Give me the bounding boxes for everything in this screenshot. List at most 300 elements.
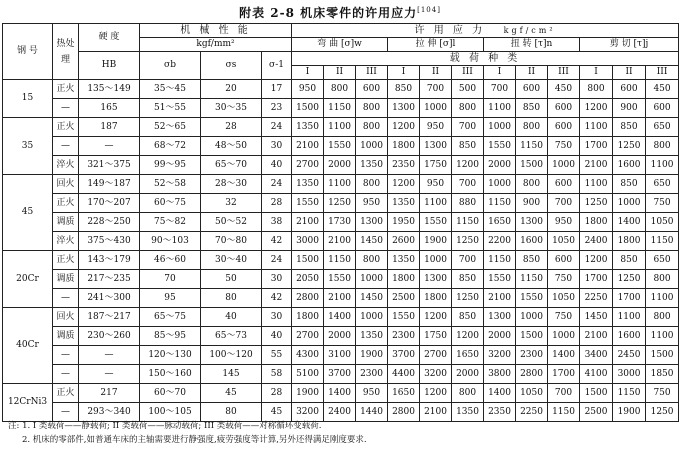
- stress-value-cell: 700: [484, 80, 516, 99]
- stress-value-cell: 850: [388, 80, 420, 99]
- stress-value-cell: 950: [548, 213, 580, 232]
- hardness-cell: 170～207: [79, 194, 140, 213]
- sigma-neg1-cell: 28: [262, 194, 292, 213]
- sigma-s-cell: 80: [201, 403, 262, 422]
- stress-value-cell: 2350: [388, 156, 420, 175]
- steel-grade-cell: 35: [3, 118, 53, 175]
- stress-value-cell: 1800: [388, 137, 420, 156]
- stress-value-cell: 2800: [388, 403, 420, 422]
- stress-value-cell: 1200: [420, 308, 452, 327]
- sigma-b-cell: 150～160: [140, 365, 201, 384]
- stress-value-cell: 1550: [516, 289, 548, 308]
- stress-value-cell: 1150: [516, 270, 548, 289]
- stress-value-cell: 600: [548, 99, 580, 118]
- header-load-class: II: [420, 66, 452, 80]
- stress-value-cell: 1950: [388, 213, 420, 232]
- stress-value-cell: 1100: [613, 308, 646, 327]
- stress-value-cell: 1350: [388, 251, 420, 270]
- table-row: [3, 289, 679, 308]
- stress-value-cell: 900: [613, 99, 646, 118]
- stress-value-cell: 4300: [292, 346, 324, 365]
- stress-value-cell: 800: [452, 384, 484, 403]
- stress-value-cell: 1500: [516, 156, 548, 175]
- header-shear: 剪 切 [τ]j: [580, 38, 679, 52]
- sigma-s-cell: 65～70: [201, 156, 262, 175]
- stress-value-cell: 1150: [484, 194, 516, 213]
- stress-value-cell: 2000: [324, 156, 356, 175]
- header-tension: 拉 伸 [σ]l: [388, 38, 484, 52]
- header-load-class: III: [548, 66, 580, 80]
- stress-value-cell: 3200: [420, 365, 452, 384]
- stress-value-cell: 1250: [580, 194, 613, 213]
- stress-value-cell: 2700: [292, 156, 324, 175]
- hardness-cell: 228～250: [79, 213, 140, 232]
- stress-value-cell: 1300: [420, 270, 452, 289]
- stress-value-cell: 2400: [324, 403, 356, 422]
- stress-value-cell: 1350: [292, 118, 324, 137]
- stress-value-cell: 1550: [324, 137, 356, 156]
- hardness-cell: 321～375: [79, 156, 140, 175]
- sigma-b-cell: 51～55: [140, 99, 201, 118]
- heat-treatment-cell: 回火: [53, 308, 79, 327]
- stress-value-cell: 2250: [580, 289, 613, 308]
- stress-value-cell: 880: [452, 194, 484, 213]
- header-load-class: III: [452, 66, 484, 80]
- stress-value-cell: 3000: [292, 232, 324, 251]
- stress-value-cell: 800: [516, 175, 548, 194]
- stress-value-cell: 1350: [388, 194, 420, 213]
- stress-value-cell: 3800: [484, 365, 516, 384]
- stress-value-cell: 1100: [324, 175, 356, 194]
- stress-value-cell: 950: [292, 80, 324, 99]
- header-hardness: 硬 度: [79, 24, 140, 52]
- stress-value-cell: 2700: [420, 346, 452, 365]
- stress-value-cell: 1800: [580, 213, 613, 232]
- hardness-cell: 143～179: [79, 251, 140, 270]
- hardness-cell: 241～300: [79, 289, 140, 308]
- stress-value-cell: 2250: [516, 403, 548, 422]
- stress-value-cell: 1700: [548, 365, 580, 384]
- stress-value-cell: 1250: [646, 403, 679, 422]
- sigma-s-cell: 40: [201, 308, 262, 327]
- sigma-b-cell: 60～70: [140, 384, 201, 403]
- sigma-s-cell: 50: [201, 270, 262, 289]
- stress-value-cell: 1550: [484, 270, 516, 289]
- heat-treatment-cell: 淬火: [53, 232, 79, 251]
- stress-value-cell: 600: [356, 80, 388, 99]
- stress-value-cell: 2300: [388, 327, 420, 346]
- stress-value-cell: 700: [548, 384, 580, 403]
- stress-value-cell: 1550: [484, 137, 516, 156]
- stress-value-cell: 850: [613, 251, 646, 270]
- sigma-neg1-cell: 58: [262, 365, 292, 384]
- stress-value-cell: 1400: [613, 213, 646, 232]
- stress-value-cell: 1600: [516, 232, 548, 251]
- stress-value-cell: 700: [452, 251, 484, 270]
- stress-value-cell: 1000: [484, 175, 516, 194]
- sigma-s-cell: 45: [201, 384, 262, 403]
- heat-treatment-cell: 淬火: [53, 156, 79, 175]
- stress-value-cell: 1050: [548, 232, 580, 251]
- sigma-s-cell: 30～35: [201, 99, 262, 118]
- heat-treatment-cell: —: [53, 137, 79, 156]
- header-load-class: III: [356, 66, 388, 80]
- stress-value-cell: 5100: [292, 365, 324, 384]
- stress-value-cell: 1450: [356, 232, 388, 251]
- header-mech-props: 机 械 性 能: [140, 24, 292, 38]
- sigma-neg1-cell: 24: [262, 251, 292, 270]
- stress-value-cell: 850: [516, 251, 548, 270]
- stress-value-cell: 1300: [516, 213, 548, 232]
- stress-value-cell: 1400: [324, 384, 356, 403]
- sigma-s-cell: 80: [201, 289, 262, 308]
- stress-value-cell: 2800: [516, 365, 548, 384]
- stress-value-cell: 1350: [356, 156, 388, 175]
- stress-value-cell: 1700: [580, 270, 613, 289]
- sigma-b-cell: 95: [140, 289, 201, 308]
- stress-value-cell: 2100: [292, 137, 324, 156]
- sigma-b-cell: 35～45: [140, 80, 201, 99]
- stress-value-cell: 1900: [292, 384, 324, 403]
- steel-grade-cell: 40Cr: [3, 308, 53, 384]
- sigma-b-cell: 65～75: [140, 308, 201, 327]
- stress-value-cell: 1650: [452, 346, 484, 365]
- stress-value-cell: 1550: [420, 213, 452, 232]
- heat-treatment-cell: —: [53, 289, 79, 308]
- hardness-cell: 375～430: [79, 232, 140, 251]
- header-load-class: I: [484, 66, 516, 80]
- heat-treatment-cell: 正火: [53, 251, 79, 270]
- sigma-b-cell: 90～103: [140, 232, 201, 251]
- stress-value-cell: 450: [646, 80, 679, 99]
- table-row: [3, 213, 679, 232]
- stress-value-cell: 2100: [484, 289, 516, 308]
- stress-value-cell: 1100: [646, 289, 679, 308]
- stress-value-cell: 1150: [613, 384, 646, 403]
- stress-value-cell: 1000: [356, 270, 388, 289]
- sigma-neg1-cell: 42: [262, 289, 292, 308]
- stress-value-cell: 1550: [292, 194, 324, 213]
- stress-value-cell: 1250: [452, 289, 484, 308]
- stress-value-cell: 700: [452, 175, 484, 194]
- stress-value-cell: 2500: [580, 403, 613, 422]
- stress-value-cell: 650: [646, 175, 679, 194]
- stress-value-cell: 1900: [356, 346, 388, 365]
- stress-value-cell: 800: [356, 99, 388, 118]
- stress-value-cell: 1100: [324, 118, 356, 137]
- sigma-b-cell: 70: [140, 270, 201, 289]
- stress-value-cell: 1100: [420, 194, 452, 213]
- sigma-neg1-cell: 23: [262, 99, 292, 118]
- stress-value-cell: 1900: [613, 403, 646, 422]
- hardness-cell: —: [79, 137, 140, 156]
- header-hardness-unit: HB: [79, 52, 140, 80]
- stress-value-cell: 1150: [548, 403, 580, 422]
- stress-value-cell: 1800: [292, 308, 324, 327]
- heat-treatment-cell: 调质: [53, 327, 79, 346]
- stress-value-cell: 700: [420, 80, 452, 99]
- heat-treatment-cell: —: [53, 403, 79, 422]
- hardness-cell: 217: [79, 384, 140, 403]
- stress-value-cell: 1400: [324, 308, 356, 327]
- stress-value-cell: 2100: [292, 213, 324, 232]
- stress-value-cell: 850: [516, 99, 548, 118]
- hardness-cell: 293～340: [79, 403, 140, 422]
- table-row: [3, 384, 679, 403]
- stress-value-cell: 750: [548, 270, 580, 289]
- sigma-s-cell: 65～73: [201, 327, 262, 346]
- stress-value-cell: 1500: [292, 99, 324, 118]
- stress-value-cell: 3000: [613, 365, 646, 384]
- stress-value-cell: 800: [516, 118, 548, 137]
- sigma-neg1-cell: 28: [262, 384, 292, 403]
- stress-value-cell: 800: [646, 308, 679, 327]
- header-bending: 弯 曲 [σ]w: [292, 38, 388, 52]
- header-load-class: I: [580, 66, 613, 80]
- sigma-neg1-cell: 30: [262, 137, 292, 156]
- stress-value-cell: 1000: [548, 156, 580, 175]
- hardness-cell: —: [79, 365, 140, 384]
- heat-treatment-cell: 调质: [53, 213, 79, 232]
- sigma-neg1-cell: 38: [262, 213, 292, 232]
- stress-value-cell: 1000: [356, 308, 388, 327]
- sigma-neg1-cell: 45: [262, 403, 292, 422]
- stress-value-cell: 1000: [548, 327, 580, 346]
- stress-value-cell: 2100: [324, 232, 356, 251]
- stress-value-cell: 1850: [646, 365, 679, 384]
- stress-value-cell: 1100: [484, 99, 516, 118]
- stress-value-cell: 1150: [452, 213, 484, 232]
- stress-value-cell: 1000: [484, 118, 516, 137]
- stress-value-cell: 1100: [580, 118, 613, 137]
- hardness-cell: 187: [79, 118, 140, 137]
- stress-value-cell: 2400: [580, 232, 613, 251]
- header-load-class: II: [324, 66, 356, 80]
- header-mech-unit: kgf/mm²: [140, 38, 292, 52]
- stress-value-cell: 1050: [646, 213, 679, 232]
- sigma-s-cell: 20: [201, 80, 262, 99]
- header-load-type: 载 荷 种 类: [292, 52, 679, 66]
- stress-value-cell: 2300: [516, 346, 548, 365]
- table-row: [3, 346, 679, 365]
- stress-value-cell: 2100: [580, 327, 613, 346]
- stress-value-cell: 650: [646, 118, 679, 137]
- header-load-class: I: [388, 66, 420, 80]
- stress-value-cell: 1440: [356, 403, 388, 422]
- stress-value-cell: 1200: [388, 175, 420, 194]
- stress-value-cell: 1800: [420, 289, 452, 308]
- stress-value-cell: 1500: [516, 327, 548, 346]
- stress-value-cell: 2100: [324, 289, 356, 308]
- title-reference: [104]: [417, 6, 441, 14]
- stress-value-cell: 500: [452, 80, 484, 99]
- stress-value-cell: 1250: [452, 232, 484, 251]
- sigma-b-cell: 60～75: [140, 194, 201, 213]
- allowable-stress-table: [2, 23, 679, 422]
- heat-treatment-cell: 回火: [53, 175, 79, 194]
- stress-value-cell: 1150: [484, 251, 516, 270]
- stress-value-cell: 1150: [516, 137, 548, 156]
- table-title: 附表 2-8 机床零件的许用应力[104]: [239, 6, 441, 20]
- stress-value-cell: 800: [452, 99, 484, 118]
- stress-value-cell: 600: [548, 175, 580, 194]
- sigma-s-cell: 30～40: [201, 251, 262, 270]
- stress-value-cell: 1750: [420, 327, 452, 346]
- stress-value-cell: 600: [516, 80, 548, 99]
- stress-value-cell: 1150: [324, 99, 356, 118]
- stress-value-cell: 800: [324, 80, 356, 99]
- stress-value-cell: 700: [548, 194, 580, 213]
- sigma-b-cell: 46～60: [140, 251, 201, 270]
- sigma-neg1-cell: 42: [262, 232, 292, 251]
- stress-value-cell: 1250: [324, 194, 356, 213]
- sigma-s-cell: 100～120: [201, 346, 262, 365]
- stress-value-cell: 850: [452, 308, 484, 327]
- stress-value-cell: 1200: [580, 99, 613, 118]
- stress-value-cell: 1250: [613, 137, 646, 156]
- stress-value-cell: 1550: [388, 308, 420, 327]
- stress-value-cell: 1200: [580, 251, 613, 270]
- stress-value-cell: 1000: [516, 308, 548, 327]
- steel-grade-cell: 15: [3, 80, 53, 118]
- sigma-neg1-cell: 24: [262, 118, 292, 137]
- stress-value-cell: 2300: [356, 365, 388, 384]
- sigma-s-cell: 70～80: [201, 232, 262, 251]
- sigma-s-cell: 48～50: [201, 137, 262, 156]
- stress-value-cell: 800: [646, 137, 679, 156]
- header-steel: 钢 号: [3, 24, 53, 80]
- stress-value-cell: 3200: [484, 346, 516, 365]
- sigma-neg1-cell: 40: [262, 327, 292, 346]
- stress-value-cell: 1800: [613, 232, 646, 251]
- stress-value-cell: 450: [548, 80, 580, 99]
- table-notes: [8, 419, 367, 447]
- sigma-b-cell: 85～95: [140, 327, 201, 346]
- heat-treatment-cell: —: [53, 365, 79, 384]
- stress-value-cell: 2000: [484, 327, 516, 346]
- sigma-neg1-cell: 30: [262, 270, 292, 289]
- stress-value-cell: 1150: [324, 251, 356, 270]
- sigma-b-cell: 99～95: [140, 156, 201, 175]
- stress-value-cell: 750: [646, 384, 679, 403]
- heat-treatment-cell: 调质: [53, 270, 79, 289]
- header-sigma-s: σs: [201, 52, 262, 80]
- sigma-neg1-cell: 40: [262, 156, 292, 175]
- header-load-class: I: [292, 66, 324, 80]
- stress-value-cell: 700: [452, 118, 484, 137]
- stress-value-cell: 1100: [646, 327, 679, 346]
- stress-value-cell: 950: [356, 194, 388, 213]
- steel-grade-cell: 12CrNi3: [3, 384, 53, 422]
- stress-value-cell: 600: [548, 251, 580, 270]
- stress-value-cell: 850: [613, 118, 646, 137]
- stress-value-cell: 2000: [324, 327, 356, 346]
- stress-value-cell: 1000: [420, 251, 452, 270]
- sigma-neg1-cell: 55: [262, 346, 292, 365]
- stress-value-cell: 2350: [484, 403, 516, 422]
- stress-value-cell: 2600: [388, 232, 420, 251]
- stress-value-cell: 600: [548, 118, 580, 137]
- stress-value-cell: 950: [420, 175, 452, 194]
- stress-value-cell: 600: [613, 80, 646, 99]
- stress-value-cell: 800: [646, 270, 679, 289]
- header-allowable-unit: kgf/cm²: [503, 25, 556, 35]
- stress-value-cell: 1900: [420, 232, 452, 251]
- stress-value-cell: 3400: [580, 346, 613, 365]
- stress-value-cell: 800: [356, 118, 388, 137]
- stress-value-cell: 1450: [580, 308, 613, 327]
- hardness-cell: 230～260: [79, 327, 140, 346]
- table-row: [3, 137, 679, 156]
- stress-value-cell: 2450: [613, 346, 646, 365]
- stress-value-cell: 1400: [484, 384, 516, 403]
- stress-value-cell: 2100: [420, 403, 452, 422]
- note-1: 注: 1. I 类载荷——静载荷; II 类载荷——脉动载荷; III 类载荷——对称循环变载荷.: [8, 421, 322, 431]
- stress-value-cell: 850: [452, 137, 484, 156]
- steel-grade-cell: 20Cr: [3, 251, 53, 308]
- stress-value-cell: 1500: [646, 346, 679, 365]
- stress-value-cell: 1300: [420, 137, 452, 156]
- stress-value-cell: 1200: [388, 118, 420, 137]
- sigma-b-cell: 68～72: [140, 137, 201, 156]
- header-load-class: III: [646, 66, 679, 80]
- stress-value-cell: 650: [646, 251, 679, 270]
- stress-value-cell: 1650: [484, 213, 516, 232]
- heat-treatment-cell: 正火: [53, 118, 79, 137]
- stress-value-cell: 1200: [452, 156, 484, 175]
- hardness-cell: 217～235: [79, 270, 140, 289]
- stress-value-cell: 600: [646, 99, 679, 118]
- stress-value-cell: 1500: [580, 384, 613, 403]
- stress-value-cell: 1750: [420, 156, 452, 175]
- stress-value-cell: 1730: [324, 213, 356, 232]
- sigma-s-cell: 28: [201, 118, 262, 137]
- sigma-neg1-cell: 17: [262, 80, 292, 99]
- stress-value-cell: 1150: [646, 232, 679, 251]
- table-row: [3, 194, 679, 213]
- table-row: [3, 80, 679, 99]
- stress-value-cell: 1600: [613, 156, 646, 175]
- stress-value-cell: 3100: [324, 346, 356, 365]
- stress-value-cell: 3700: [388, 346, 420, 365]
- hardness-cell: 187～217: [79, 308, 140, 327]
- stress-value-cell: 1100: [646, 156, 679, 175]
- stress-value-cell: 1000: [356, 137, 388, 156]
- stress-value-cell: 1000: [613, 194, 646, 213]
- stress-value-cell: 1350: [356, 327, 388, 346]
- hardness-cell: —: [79, 346, 140, 365]
- header-sigma-b: σb: [140, 52, 201, 80]
- header-load-class: II: [613, 66, 646, 80]
- stress-value-cell: 750: [548, 308, 580, 327]
- stress-value-cell: 800: [356, 251, 388, 270]
- stress-value-cell: 1350: [452, 403, 484, 422]
- sigma-b-cell: 100～105: [140, 403, 201, 422]
- stress-value-cell: 850: [452, 270, 484, 289]
- sigma-s-cell: 32: [201, 194, 262, 213]
- stress-value-cell: 1300: [388, 99, 420, 118]
- stress-value-cell: 2500: [388, 289, 420, 308]
- stress-value-cell: 750: [646, 194, 679, 213]
- stress-value-cell: 2200: [484, 232, 516, 251]
- stress-value-cell: 1200: [452, 327, 484, 346]
- sigma-s-cell: 28～30: [201, 175, 262, 194]
- header-load-class: II: [516, 66, 548, 80]
- table-row: [3, 175, 679, 194]
- stress-value-cell: 2050: [292, 270, 324, 289]
- stress-value-cell: 3700: [324, 365, 356, 384]
- header-allowable: 许 用 应 力 kgf/cm²: [292, 24, 679, 38]
